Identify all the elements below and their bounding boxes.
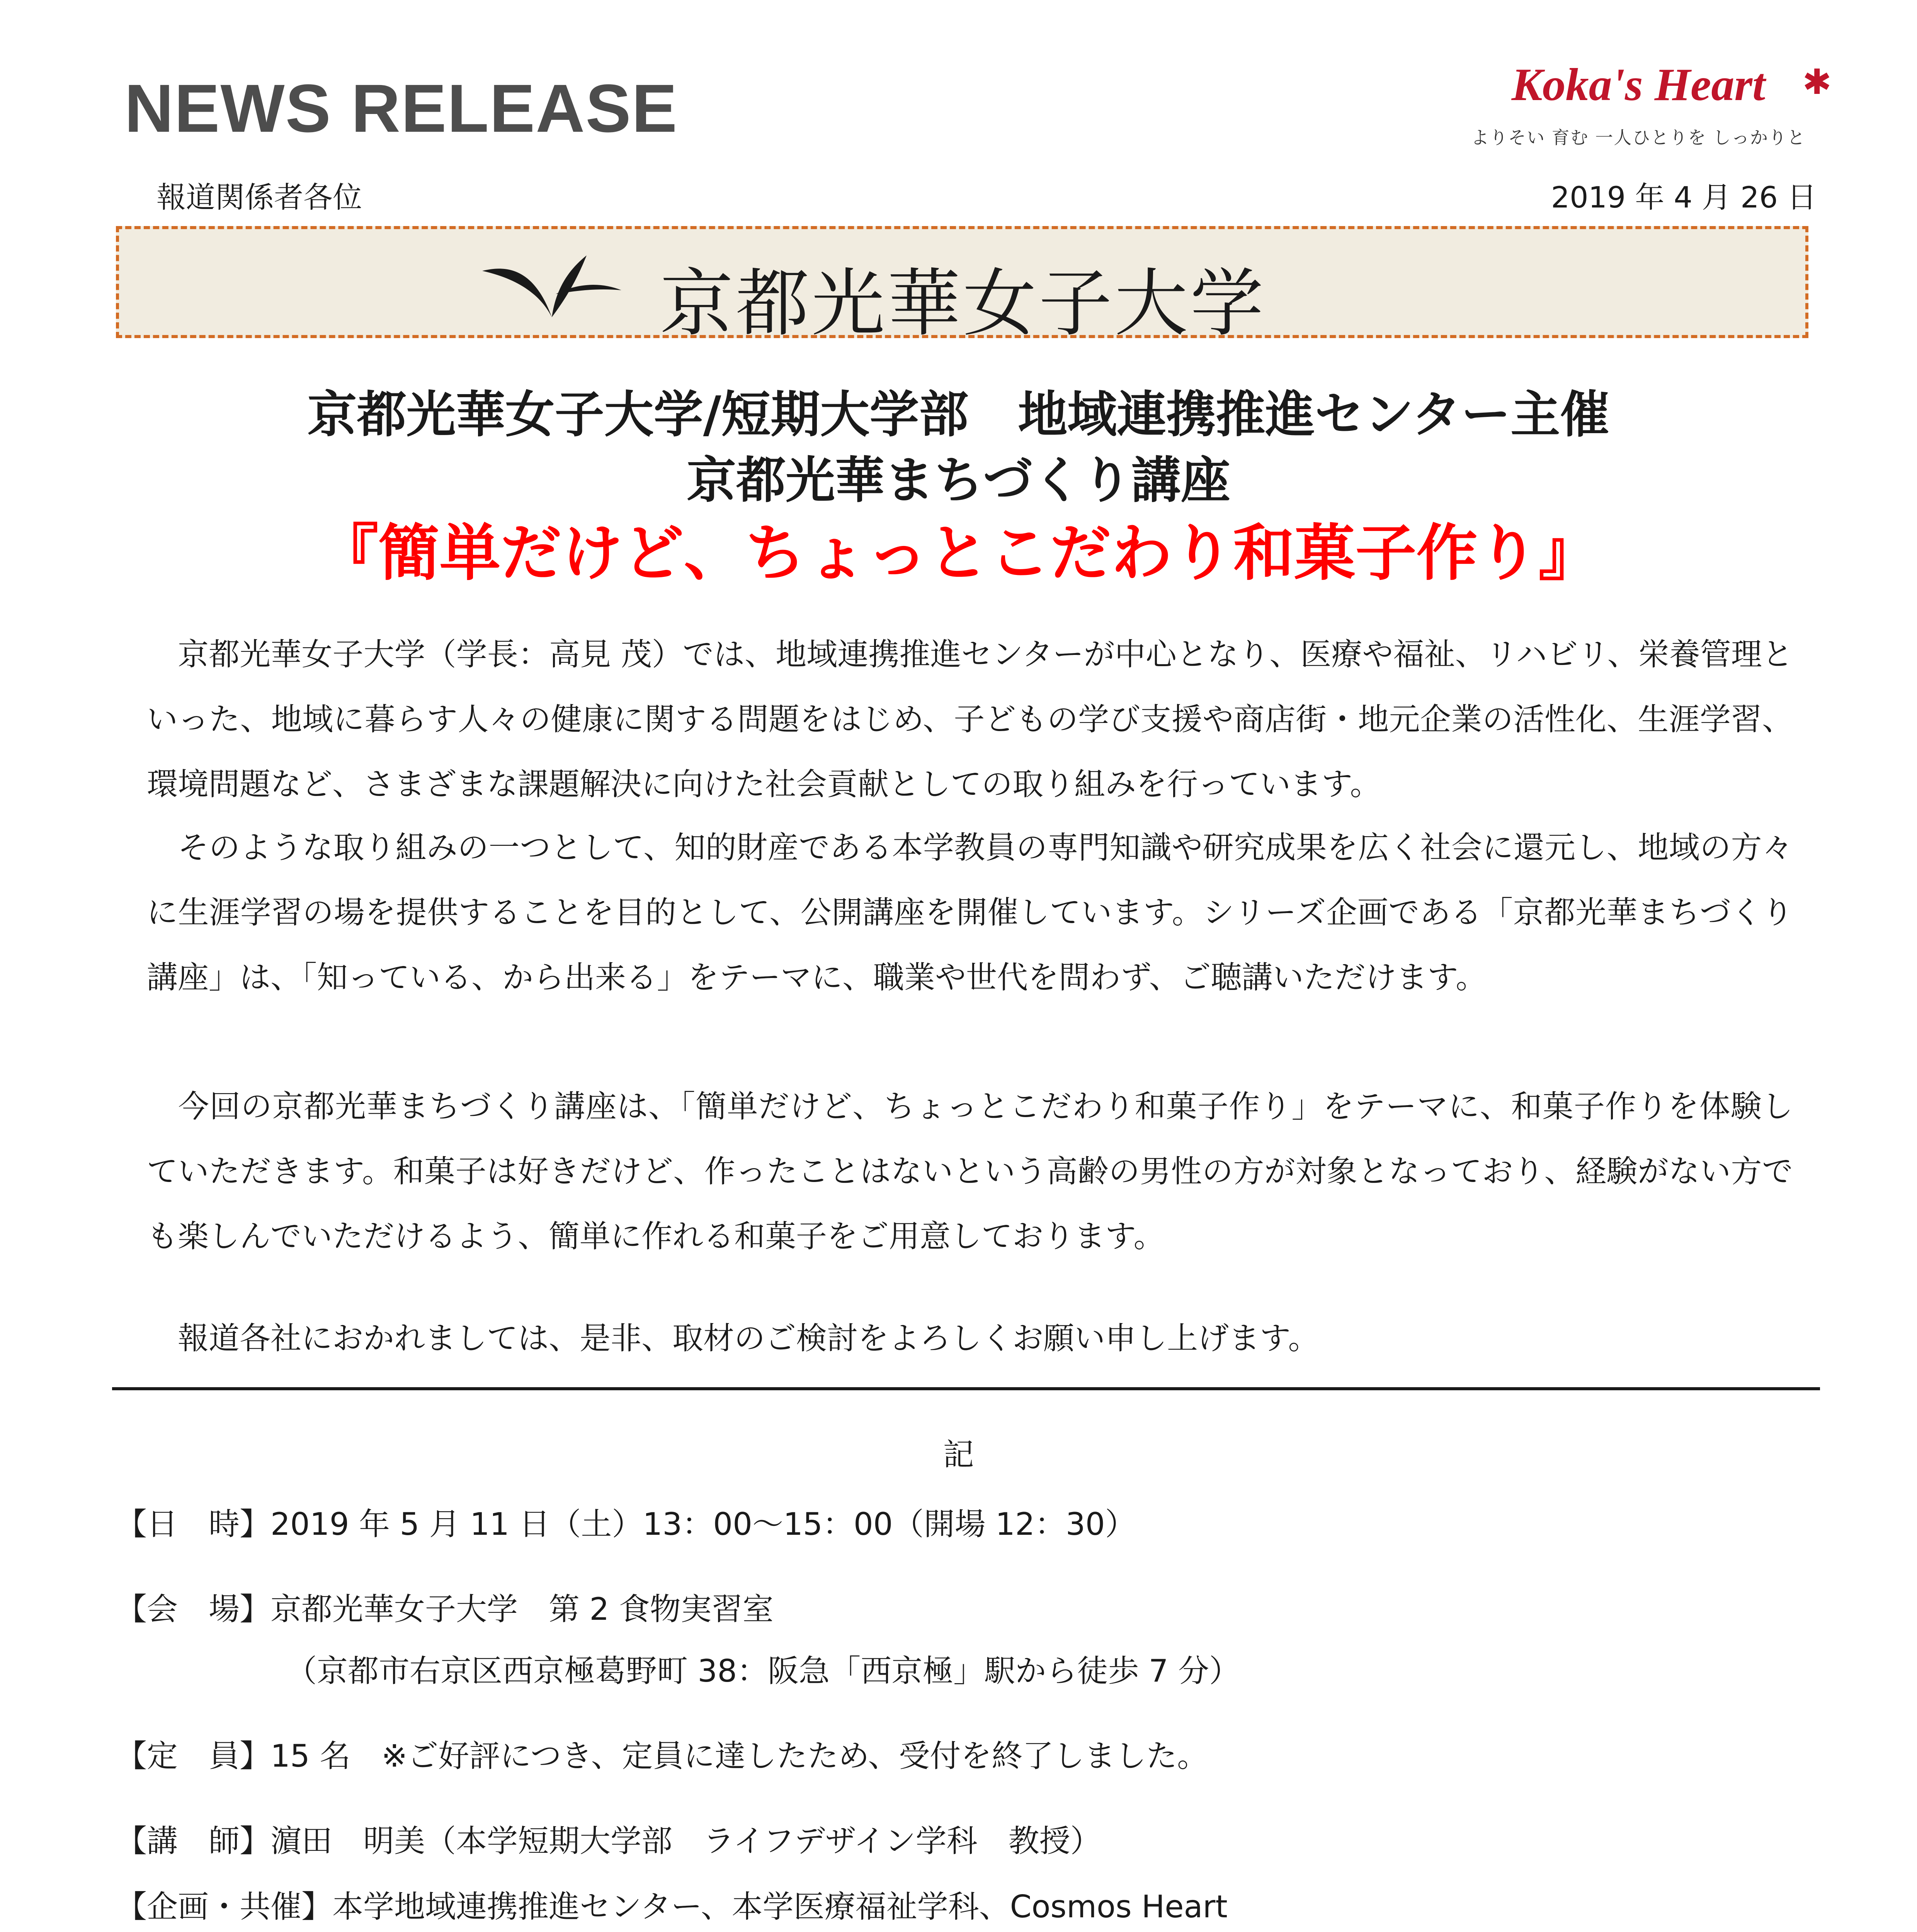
event-organizer: 【企画・共催】本学地域連携推進センター、本学医療福祉学科、Cosmos Heart bbox=[116, 1889, 1228, 1925]
event-datetime: 【日 時】2019 年 5 月 11 日（土）13：00～15：00（開場 12：30） bbox=[116, 1506, 1136, 1542]
kokas-heart-logo bbox=[1453, 58, 1832, 155]
body-paragraph-2-text: そのような取り組みの一つとして、知的財産である本学教員の専門知識や研究成果を広く社会に還元し、地域の方々に生涯学習の場を提供することを目的として、公開講座を開催しています。シリーズ企画である「京都光華まちづくり講座」は、「知っている、から出来る」をテーマに、職業や世代を問わず、ご聴講いただけます。 bbox=[147, 830, 1793, 995]
event-capacity: 【定 員】15 名 ※ご好評につき、定員に達したため、受付を終了しました。 bbox=[116, 1738, 1208, 1774]
body-paragraph-4 bbox=[147, 1306, 1793, 1371]
event-venue-address: （京都市右京区西京極葛野町 38：阪急「西京極」駅から徒歩 7 分） bbox=[286, 1653, 1240, 1689]
body-paragraph-2 bbox=[147, 815, 1793, 1010]
ki-marker: 記 bbox=[943, 1437, 974, 1473]
body-paragraph-1-text: 京都光華女子大学（学長：高見 茂）では、地域連携推進センターが中心となり、医療や福祉、リハビリ、栄養管理といった、地域に暮らす人々の健康に関する問題をはじめ、子どもの学び支援や商店街・地元企業の活性化、生涯学習、環境問題など、さまざまな課題解決に向けた社会貢献としての取り組みを行っています。 bbox=[147, 636, 1793, 802]
flower-icon: ✱ bbox=[1802, 62, 1832, 102]
university-leaf-mark-icon bbox=[478, 248, 625, 325]
event-venue: 【会 場】京都光華女子大学 第 2 食物実習室 bbox=[116, 1591, 774, 1627]
body-paragraph-4-text: 報道各社におかれましては、是非、取材のご検討をよろしくお願い申し上げます。 bbox=[178, 1320, 1319, 1356]
title-organizer: 京都光華女子大学/短期大学部 地域連携推進センター主催 bbox=[307, 386, 1610, 444]
news-release-heading: NEWS RELEASE bbox=[124, 71, 678, 146]
university-name: 京都光華女子大学 bbox=[660, 261, 1266, 346]
recipients: 報道関係者各位 bbox=[156, 180, 362, 214]
body-paragraph-1 bbox=[147, 622, 1793, 817]
kokas-heart-tagline: よりそい 育む 一人ひとりを しっかりと bbox=[1471, 127, 1806, 148]
body-paragraph-3 bbox=[147, 1074, 1793, 1269]
event-lecturer: 【講 師】濵田 明美（本学短期大学部 ライフデザイン学科 教授） bbox=[116, 1823, 1101, 1859]
section-divider bbox=[112, 1387, 1820, 1390]
body-paragraph-3-text: 今回の京都光華まちづくり講座は、「簡単だけど、ちょっとこだわり和菓子作り」をテーマに、和菓子作りを体験していただきます。和菓子は好きだけど、作ったことはないという高齢の男性の方が対象となっており、経験がない方でも楽しんでいただけるよう、簡単に作れる和菓子をご用意しております。 bbox=[147, 1088, 1793, 1254]
title-series: 京都光華まちづくり講座 bbox=[687, 452, 1230, 509]
kokas-heart-wordmark: Koka's Heart bbox=[1511, 59, 1766, 110]
release-date: 2019 年 4 月 26 日 bbox=[1551, 180, 1817, 214]
title-event: 『簡単だけど、ちょっとこだわり和菓子作り』 bbox=[317, 518, 1600, 589]
university-banner bbox=[116, 226, 1808, 346]
